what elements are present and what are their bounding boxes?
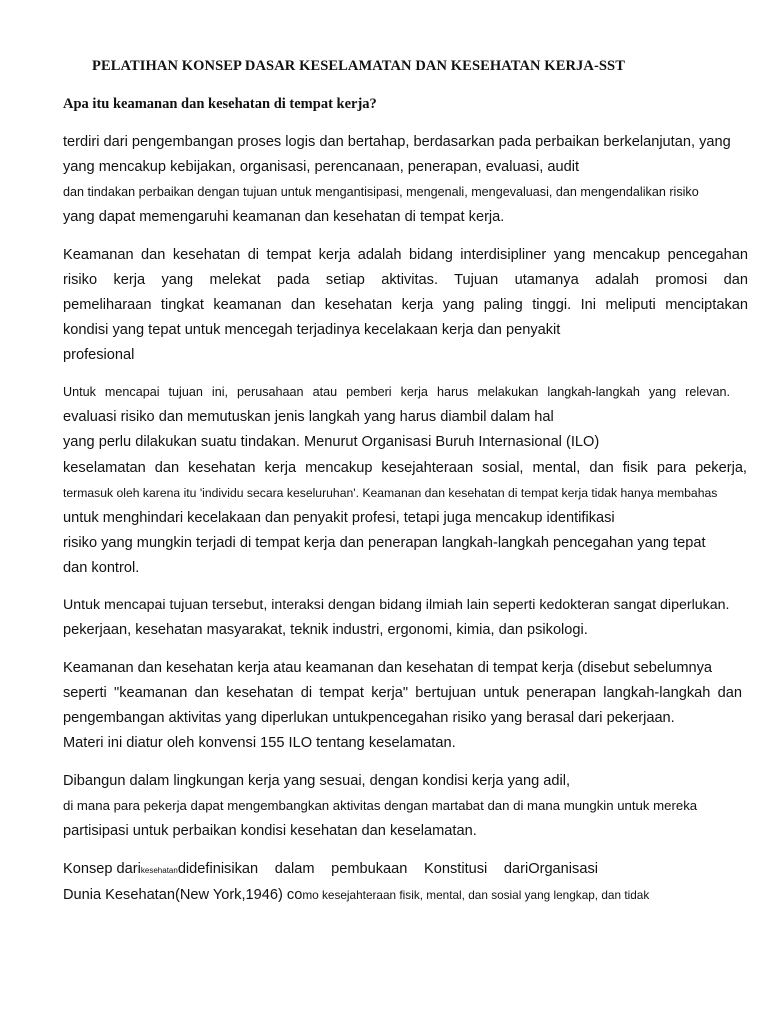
paragraph-5-line-4: Materi ini diatur oleh konvensi 155 ILO tentang keselamatan. [63, 735, 456, 751]
paragraph-2-line-5: profesional [63, 347, 135, 363]
paragraph-7-text-e: mo kesejahteraan fisik, mental, dan sosial yang lengkap, dan tidak [302, 888, 650, 902]
paragraph-6-line-2: di mana para pekerja dapat mengembangkan aktivitas dengan martabat dan di mana mungkin untuk mereka [63, 798, 698, 813]
paragraph-3-line-2: evaluasi risiko dan memutuskan jenis langkah yang harus diambil dalam hal [63, 409, 554, 425]
paragraph-5-line-2: seperti "keamanan dan kesehatan di tempat kerja" bertujuan untuk penerapan langkah-langkah dan [63, 685, 742, 701]
paragraph-7-text-c: didefinisikan dalam pembukaan Konstitusi dariOrganisasi [177, 861, 598, 877]
paragraph-3-line-1: Untuk mencapai tujuan ini, perusahaan atau pemberi kerja harus melakukan langkah-langkah yang relevan. [63, 385, 730, 399]
paragraph-1-line-3: dan tindakan perbaikan dengan tujuan untuk mengantisipasi, mengenali, mengevaluasi, dan mengendalikan risiko [63, 185, 699, 199]
paragraph-2-line-3: pemeliharaan tingkat keamanan dan kesehatan kerja yang paling tinggi. Ini meliputi menciptakan [63, 297, 748, 313]
document-title: PELATIHAN KONSEP DASAR KESELAMATAN DAN KESEHATAN KERJA-SST [92, 58, 625, 74]
paragraph-3-line-7: risiko yang mungkin terjadi di tempat kerja dan penerapan langkah-langkah pencegahan yang tepat [63, 535, 706, 551]
paragraph-2-line-2: risiko kerja yang melekat pada setiap aktivitas. Tujuan utamanya adalah promosi dan [63, 272, 748, 288]
paragraph-7-text-a: Konsep dari [63, 861, 141, 877]
paragraph-7-line-2 [63, 886, 649, 904]
paragraph-1-line-2: yang mencakup kebijakan, organisasi, perencanaan, penerapan, evaluasi, audit [63, 159, 579, 175]
paragraph-6-line-1: Dibangun dalam lingkungan kerja yang sesuai, dengan kondisi kerja yang adil, [63, 773, 571, 789]
paragraph-5-line-1: Keamanan dan kesehatan kerja atau keamanan dan kesehatan di tempat kerja (disebut sebelumnya [63, 660, 713, 676]
paragraph-7-text-c-wrap [178, 860, 598, 878]
paragraph-3-line-3: yang perlu dilakukan suatu tindakan. Menurut Organisasi Buruh Internasional (ILO) [63, 434, 600, 450]
paragraph-7-small-word: kesehatan [140, 866, 178, 875]
section-heading: Apa itu keamanan dan kesehatan di tempat kerja? [63, 96, 377, 112]
paragraph-2-line-1: Keamanan dan kesehatan di tempat kerja adalah bidang interdisipliner yang mencakup pencegahan [63, 247, 748, 263]
paragraph-4-line-1: Untuk mencapai tujuan tersebut, interaksi dengan bidang ilmiah lain seperti kedokteran sangat diperlukan. [63, 597, 730, 613]
paragraph-5-line-3: pengembangan aktivitas yang diperlukan untukpencegahan risiko yang berasal dari pekerjaan. [63, 710, 675, 726]
paragraph-2-line-4: kondisi yang tepat untuk mencegah terjadinya kecelakaan kerja dan penyakit [63, 322, 561, 338]
paragraph-3-line-4: keselamatan dan kesehatan kerja mencakup kesejahteraan sosial, mental, dan fisik para pekerja, [63, 460, 747, 476]
paragraph-3-line-5: termasuk oleh karena itu 'individu secara keseluruhan'. Keamanan dan kesehatan di tempat kerja tidak hanya membahas [63, 486, 718, 500]
paragraph-7-line-1 [63, 860, 598, 880]
paragraph-1-line-1: terdiri dari pengembangan proses logis dan bertahap, berdasarkan pada perbaikan berkelanjutan, yang [63, 134, 731, 150]
paragraph-3-line-6: untuk menghindari kecelakaan dan penyakit profesi, tetapi juga mencakup identifikasi [63, 510, 615, 526]
paragraph-3-line-8: dan kontrol. [63, 560, 140, 576]
paragraph-1-line-4: yang dapat memengaruhi keamanan dan kesehatan di tempat kerja. [63, 209, 505, 225]
paragraph-6-line-3: partisipasi untuk perbaikan kondisi kesehatan dan keselamatan. [63, 823, 477, 839]
paragraph-7-text-d: Dunia Kesehatan(New York,1946) co [63, 887, 303, 903]
paragraph-4-line-2: pekerjaan, kesehatan masyarakat, teknik industri, ergonomi, kimia, dan psikologi. [63, 622, 588, 638]
